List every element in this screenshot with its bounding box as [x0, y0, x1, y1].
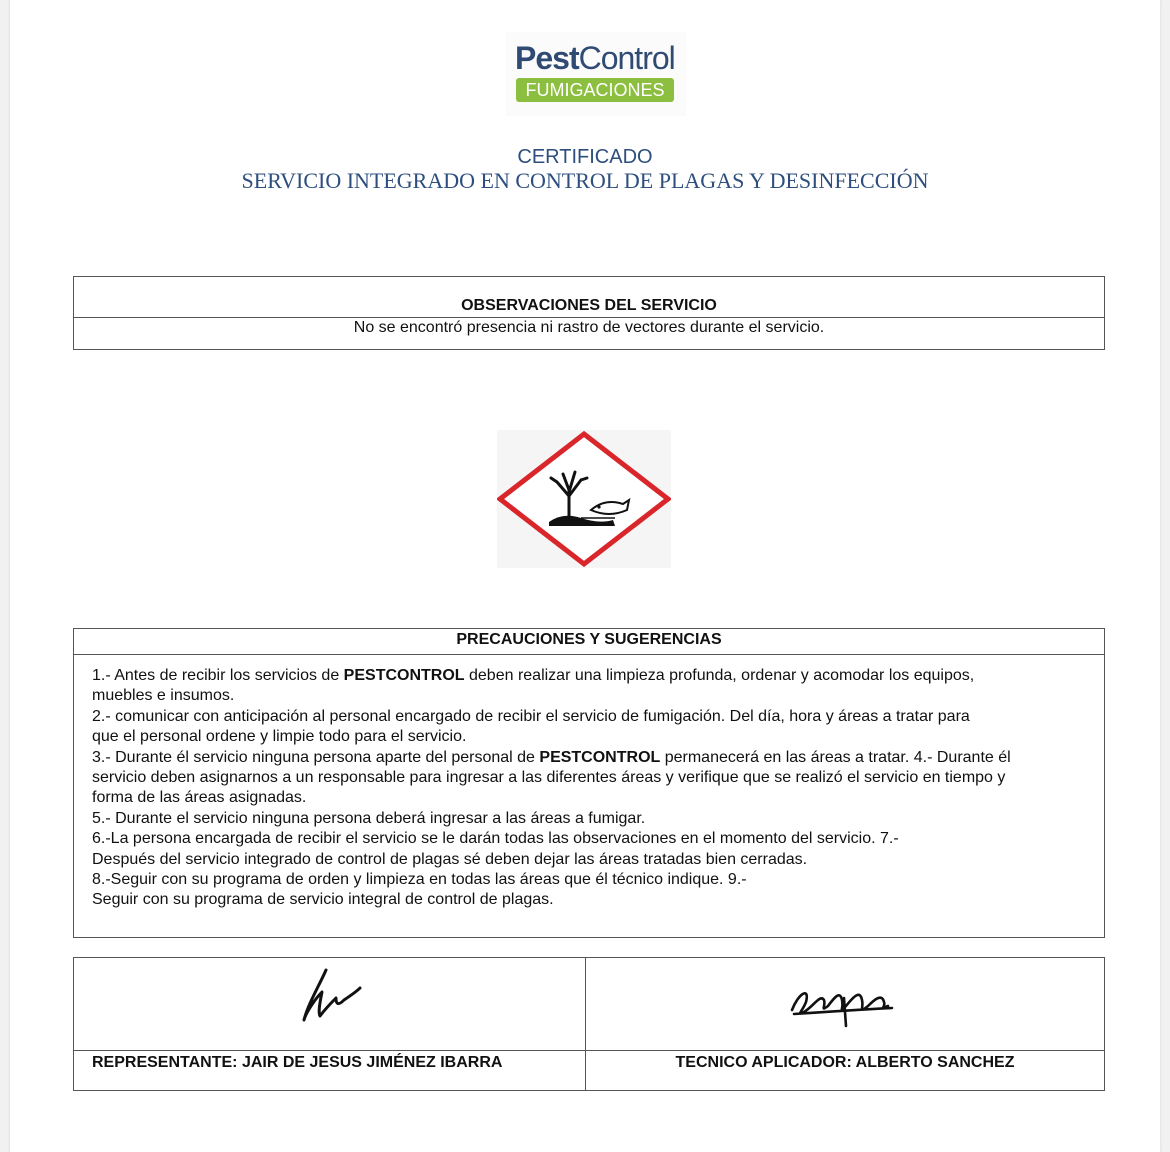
precaution-text: Seguir con su programa de servicio integral de control de plagas.	[92, 891, 554, 909]
precautions-divider	[74, 654, 1104, 655]
precaution-text: 6.-La persona encargada de recibir el servicio se le darán todas las observaciones en el momento del servicio. 7.-	[92, 830, 899, 848]
logo-wordmark	[515, 40, 675, 77]
ghs-environmental-hazard-icon	[497, 430, 671, 568]
precaution-text: 3.- Durante él servicio ninguna persona aparte del personal de	[92, 748, 540, 766]
precaution-line	[92, 890, 1082, 910]
precaution-text: 5.- Durante el servicio ninguna persona deberá ingresar a las áreas a fumigar.	[92, 809, 646, 827]
precaution-line	[92, 727, 1082, 747]
precaution-text: 2.- comunicar con anticipación al personal encargado de recibir el servicio de fumigación. Del día, hora y áreas a tratar para	[92, 707, 970, 725]
logo-word-pest: Pest	[515, 40, 579, 76]
logo-badge: FUMIGACIONES	[516, 78, 674, 102]
representative-label: REPRESENTANTE: JAIR DE JESUS JIMÉNEZ IBARRA	[92, 1054, 503, 1071]
document-subtitle: SERVICIO INTEGRADO EN CONTROL DE PLAGAS Y DESINFECCIÓN	[241, 168, 929, 193]
signatures-table	[73, 957, 1105, 1091]
precaution-line	[92, 870, 1082, 890]
company-name: PESTCONTROL	[343, 667, 465, 684]
observations-text: No se encontró presencia ni rastro de vectores durante el servicio.	[353, 319, 825, 336]
precaution-text: forma de las áreas asignadas.	[92, 789, 307, 807]
precaution-text: muebles e insumos.	[92, 687, 235, 705]
signatures-row-divider	[74, 1050, 1104, 1051]
precautions-table	[73, 628, 1105, 938]
document-title: CERTIFICADO	[517, 146, 653, 168]
precaution-line	[92, 666, 1082, 686]
precaution-line	[92, 686, 1082, 706]
observations-divider	[74, 317, 1104, 318]
precaution-text: Después del servicio integrado de control de plagas sé deben dejar las áreas tratadas bien cerradas.	[92, 850, 808, 868]
precaution-line	[92, 748, 1082, 768]
representative-signature	[296, 964, 366, 1026]
pestcontrol-logo	[506, 32, 686, 116]
precaution-text: que el personal ordene y limpie todo para el servicio.	[92, 728, 467, 746]
precaution-text: permanecerá en las áreas a tratar. 4.- Durante él	[660, 748, 1011, 766]
observations-heading: OBSERVACIONES DEL SERVICIO	[461, 297, 717, 314]
observations-table	[73, 276, 1105, 350]
precaution-line	[92, 809, 1082, 829]
technician-signature	[784, 976, 899, 1031]
precaution-text: servicio deben asignarnos a un responsable para ingresar a las diferentes áreas y verifique que se realizó el servicio en tiempo y	[92, 769, 1006, 787]
precautions-heading: PRECAUCIONES Y SUGERENCIAS	[456, 631, 722, 648]
precaution-text: deben realizar una limpieza profunda, ordenar y acomodar los equipos,	[464, 667, 975, 684]
precaution-text: 8.-Seguir con su programa de orden y limpieza en todas las áreas que él técnico indique. 9.-	[92, 871, 747, 889]
precaution-line	[92, 768, 1082, 788]
document-page	[10, 0, 1160, 1152]
precaution-text: 1.- Antes de recibir los servicios de	[92, 667, 344, 684]
precaution-line	[92, 788, 1082, 808]
precaution-line	[92, 829, 1082, 849]
precautions-list	[92, 666, 1082, 911]
technician-label: TECNICO APLICADOR: ALBERTO SANCHEZ	[675, 1054, 1015, 1071]
logo-word-control: Control	[578, 40, 675, 76]
precaution-line	[92, 850, 1082, 870]
precaution-line	[92, 707, 1082, 727]
company-name: PESTCONTROL	[539, 748, 661, 766]
